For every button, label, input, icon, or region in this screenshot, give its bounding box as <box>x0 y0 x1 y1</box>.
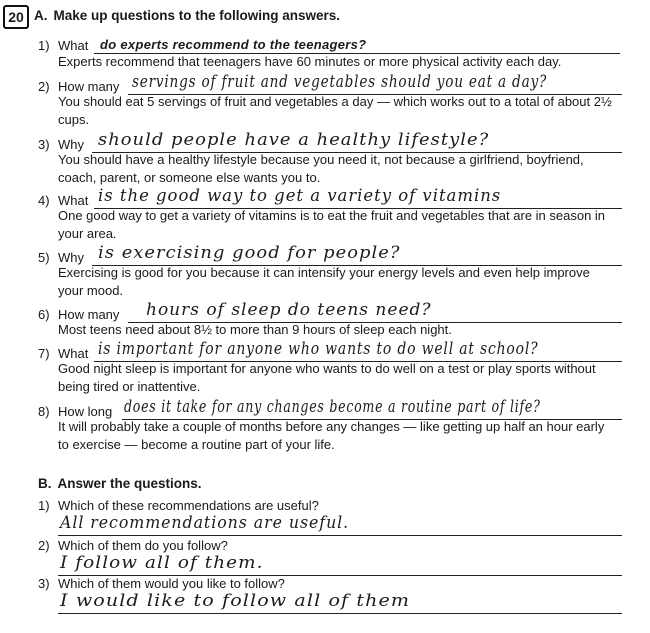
section-a-instruction: Make up questions to the following answers. <box>53 8 341 23</box>
question-word: How many <box>58 307 120 322</box>
section-a-letter: A. <box>34 8 48 23</box>
section-b-instruction: Answer the questions. <box>57 476 202 491</box>
exercise-number: 20 <box>3 5 29 29</box>
written-answer-b2: I follow all of them. <box>60 553 264 573</box>
item-number: 5) <box>38 250 50 265</box>
written-question-a6: hours of sleep do teens need? <box>146 300 432 320</box>
item-number: 1) <box>38 38 50 53</box>
section-a-title <box>34 8 340 23</box>
question-text-b1: Which of these recommendations are useful? <box>58 498 319 513</box>
written-question-a3: should people have a healthy lifestyle? <box>98 130 490 150</box>
answer-text-a5: Exercising is good for you because it can intensify your energy levels and even help improve your mood. <box>58 265 590 298</box>
answer-line <box>58 613 622 614</box>
answer-text-a7: Good night sleep is important for anyone who wants to do well on a test or play sports without being tired or inattentive. <box>58 361 596 394</box>
answer-text-a6: Most teens need about 8½ to more than 9 hours of sleep each night. <box>58 322 452 337</box>
written-answer-b1: All recommendations are useful. <box>60 513 350 533</box>
item-number: 3) <box>38 576 50 591</box>
section-b-letter: B. <box>38 476 52 491</box>
answer-text-a4: One good way to get a variety of vitamins is to eat the fruit and vegetables that are in season in your area. <box>58 208 606 241</box>
written-question-a7: is important for anyone who wants to do well at school? <box>98 339 539 359</box>
answer-text-a1: Experts recommend that teenagers have 60 minutes or more physical activity each day. <box>58 54 562 69</box>
item-number: 4) <box>38 193 50 208</box>
item-number: 7) <box>38 346 50 361</box>
written-question-a1: do experts recommend to the teenagers? <box>100 37 367 52</box>
answer-text-a3: You should have a healthy lifestyle because you need it, not because a girlfriend, boyfriend, coach, parent, or someone else wants you to. <box>58 152 584 185</box>
item-number: 6) <box>38 307 50 322</box>
question-text-b3: Which of them would you like to follow? <box>58 576 285 591</box>
answer-line <box>58 535 622 536</box>
written-question-a4: is the good way to get a variety of vitamins <box>98 186 502 206</box>
question-word: What <box>58 38 89 53</box>
written-question-a8: does it take for any changes become a routine part of life? <box>124 397 541 417</box>
question-word: What <box>58 193 89 208</box>
question-word: How many <box>58 79 120 94</box>
question-word: Why <box>58 250 84 265</box>
item-number: 3) <box>38 137 50 152</box>
written-question-a2: servings of fruit and vegetables should you eat a day? <box>132 72 548 92</box>
item-number: 2) <box>38 79 50 94</box>
question-text-b2: Which of them do you follow? <box>58 538 228 553</box>
section-b-title <box>38 476 202 491</box>
written-answer-b3: I would like to follow all of them <box>60 591 411 611</box>
question-word: How long <box>58 404 113 419</box>
item-number: 2) <box>38 538 50 553</box>
item-number: 1) <box>38 498 50 513</box>
question-word: Why <box>58 137 84 152</box>
answer-text-a2: You should eat 5 servings of fruit and vegetables a day — which works out to a total of about 2½ cups. <box>58 94 612 127</box>
written-question-a5: is exercising good for people? <box>98 243 401 263</box>
item-number: 8) <box>38 404 50 419</box>
answer-text-a8: It will probably take a couple of months before any changes — like getting up half an hour early to exercise — become a routine part of your life. <box>58 419 605 452</box>
question-word: What <box>58 346 89 361</box>
